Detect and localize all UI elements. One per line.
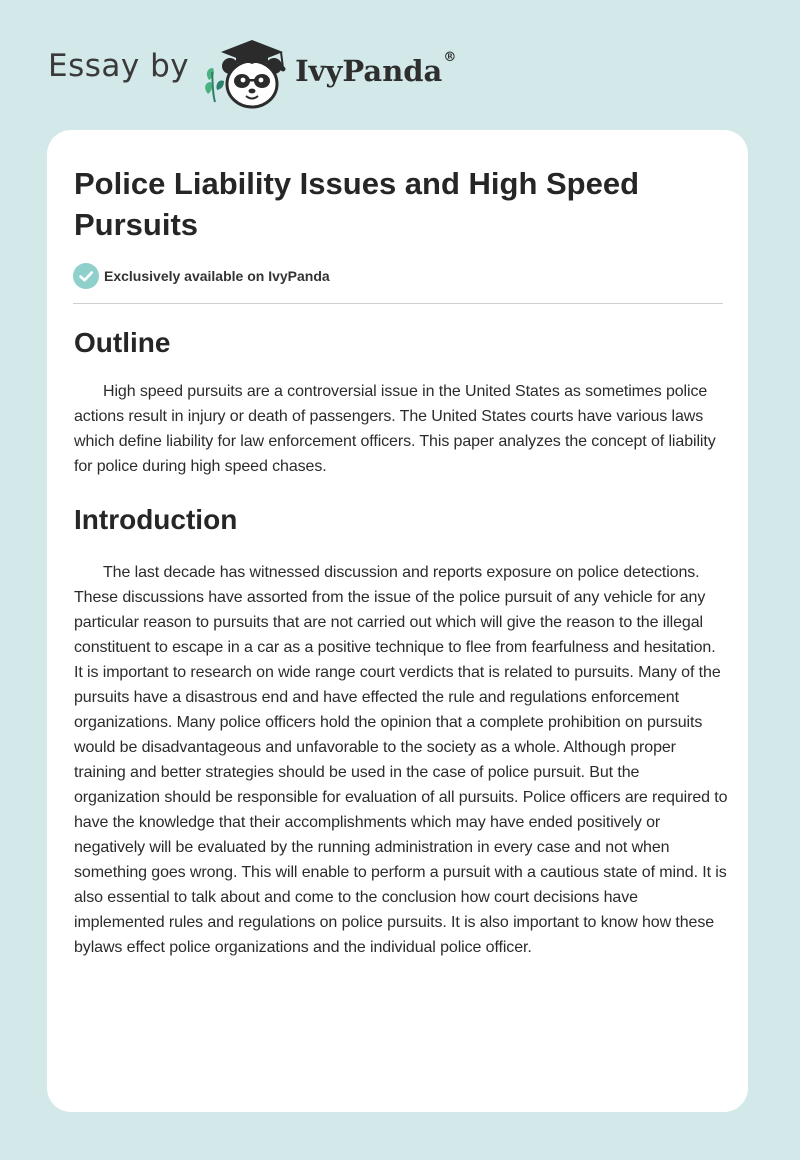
brand-header <box>48 30 456 114</box>
exclusive-badge-text: Exclusively available on IvyPanda <box>104 268 330 284</box>
check-circle-icon <box>73 263 99 289</box>
section-heading: Introduction <box>74 504 238 535</box>
registered-mark: ® <box>443 50 457 65</box>
title-divider <box>73 303 723 304</box>
essay-card <box>47 130 748 1112</box>
exclusive-badge <box>73 263 330 289</box>
section-heading: Outline <box>74 327 171 358</box>
essay-title: Police Liability Issues and High Speed Pursuits <box>74 166 640 242</box>
section-introduction <box>74 503 728 960</box>
brand-prefix: Essay by <box>48 48 190 84</box>
section-body: High speed pursuits are a controversial issue in the United States as sometimes police actions result in injury or death of passengers. The United States courts have various laws which define liability for law enforcement officers. This paper analyzes the concept of liability for police during high speed chases. <box>74 383 716 475</box>
ivypanda-logo-icon[interactable] <box>203 32 293 112</box>
brand-name[interactable]: IvyPanda® <box>295 50 457 88</box>
section-outline <box>74 326 728 479</box>
section-body: The last decade has witnessed discussion and reports exposure on police detections. These discussions have assorted from the issue of the police pursuit of any vehicle for any particular reason to pursuits that are not carried out which will give the reason to the illegal constituent to escape in a car as a positive technique to flee from fearfulness and hesitation. It is important to research on wide range court verdicts that is related to pursuits. Many of the pursuits have a disastrous end and have effected the rule and regulations enforcement organizations. Many police officers hold the opinion that a complete prohibition on pursuits would be disadvantageous and unfavorable to the society as a whole. Although proper training and better strategies should be used in the case of police pursuit. But the organization should be responsible for evaluation of all pursuits. Police officers are required to have the knowledge that their accomplishments which may have ended positively or negatively will be evaluated by the running administration in every case and not when something goes wrong. This will enable to perform a pursuit with a cautious state of mind. It is also essential to talk about and come to the conclusion how court decisions have implemented rules and regulations on police pursuits. It is also important to know how these bylaws effect police organizations and the individual police officer. <box>74 564 728 956</box>
